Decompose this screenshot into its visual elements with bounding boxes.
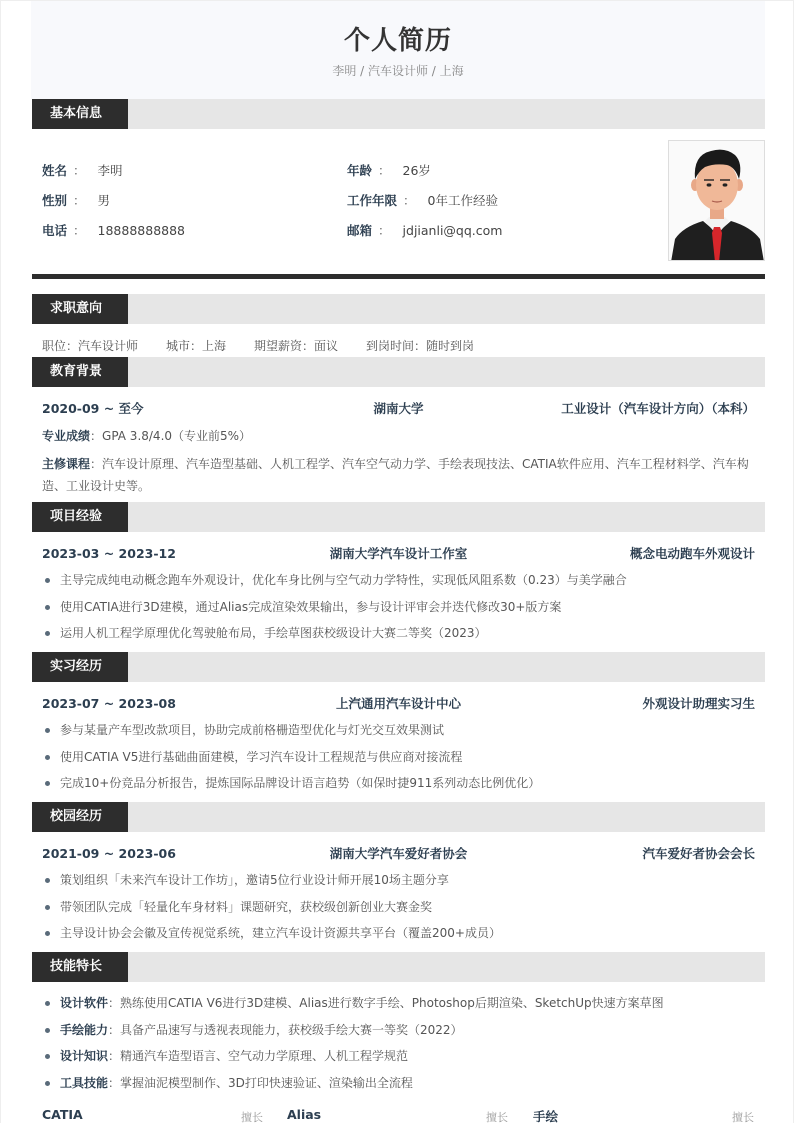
- education-school: 湖南大学: [373, 401, 424, 416]
- skill-label: 工具技能: [60, 1075, 109, 1090]
- skill-label: 设计软件: [60, 996, 109, 1010]
- section-title-job-intent: 求职意向: [32, 294, 128, 324]
- campus-bullets: [42, 867, 755, 947]
- info-value: 0年工作经验: [427, 193, 498, 208]
- skill-level-alias: Alias 擅长: [287, 1107, 508, 1123]
- list-item: 主导完成纯电动概念跑车外观设计，优化车身比例与空气动力学特性，实现低风阻系数（0.23）与美学融合: [42, 567, 755, 594]
- section-basic-info: [32, 99, 765, 129]
- page-subtitle: 李明 / 汽车设计师 / 上海: [332, 64, 464, 78]
- campus-role: 汽车爱好者协会会长: [642, 846, 755, 861]
- intent-arrival: 到岗时间：随时到岗: [366, 339, 475, 353]
- internship-bullets: [42, 717, 755, 797]
- intent-position: 职位：汽车设计师: [42, 339, 139, 353]
- education-major: 工业设计（汽车设计方向）（本科）: [561, 401, 755, 416]
- list-item: 使用CATIA进行3D建模，通过Alias完成渲染效果输出，参与设计评审会并迭代修改30+版方案: [42, 594, 755, 621]
- resume-header: [31, 1, 765, 99]
- job-intent-row: [42, 337, 502, 355]
- section-title-skills: 技能特长: [32, 952, 128, 982]
- section-title-projects: 项目经验: [32, 502, 128, 532]
- education-gpa: [42, 425, 755, 447]
- info-value: 26岁: [402, 163, 431, 178]
- person-portrait-icon: [669, 141, 765, 261]
- list-item: 参与某量产车型改款项目，协助完成前格栅造型优化与灯光交互效果测试: [42, 717, 755, 744]
- info-age: 年龄 ： 26岁: [347, 163, 431, 178]
- skill-label: 手绘能力: [60, 1022, 109, 1037]
- project-role: 概念电动跑车外观设计: [629, 546, 755, 561]
- list-item: 主导设计协会会徽及宣传视觉系统，建立汽车设计资源共享平台（覆盖200+成员）: [42, 920, 755, 947]
- internship-org: 上汽通用汽车设计中心: [335, 696, 461, 711]
- info-label: 工作年限: [347, 193, 398, 208]
- section-title-education: 教育背景: [32, 357, 128, 387]
- gpa-value: ：GPA 3.8/4.0（专业前5%）: [90, 429, 252, 443]
- internship-role: 外观设计助理实习生: [642, 696, 755, 711]
- project-org: 湖南大学汽车设计工作室: [329, 546, 468, 561]
- list-item: 策划组织「未来汽车设计工作坊」，邀请5位行业设计师开展10场主题分享: [42, 867, 755, 894]
- campus-org: 湖南大学汽车爱好者协会: [329, 846, 468, 861]
- skill-item: 设计软件：熟练使用CATIA V6进行3D建模、Alias进行数字手绘、Photoshop后期渲染、SketchUp快速方案草图: [42, 990, 755, 1017]
- list-item: 带领团队完成「轻量化车身材料」课题研究，获校级创新创业大赛金奖: [42, 894, 755, 921]
- info-name: 姓名 ： 李明: [42, 163, 123, 178]
- info-phone: 电话 ： 18888888888: [42, 223, 186, 238]
- list-item: 使用CATIA V5进行基础曲面建模，学习汽车设计工程规范与供应商对接流程: [42, 744, 755, 771]
- education-courses: [42, 453, 755, 497]
- info-work-years: 工作年限 ： 0年工作经验: [347, 193, 498, 208]
- skill-label: 设计知识: [60, 1049, 109, 1063]
- skill-item: 工具技能：掌握油泥模型制作、3D打印快速验证、渲染输出全流程: [42, 1070, 755, 1097]
- info-gender: 性别 ： 男: [42, 193, 111, 208]
- avatar-photo: [668, 140, 765, 261]
- page-title: 个人简历: [343, 26, 452, 56]
- section-projects: [32, 502, 765, 532]
- project-bullets: [42, 567, 755, 647]
- info-label: 邮箱: [347, 223, 373, 238]
- section-internship: [32, 652, 765, 682]
- info-label: 年龄: [347, 163, 373, 178]
- skills-bullets: [42, 990, 755, 1096]
- section-skills: [32, 952, 765, 982]
- skill-item: 手绘能力：具备产品速写与透视表现能力，获校级手绘大赛一等奖（2022）: [42, 1017, 755, 1044]
- section-title-basic-info: 基本信息: [32, 99, 128, 129]
- section-campus: [32, 802, 765, 832]
- intent-city: 城市：上海: [166, 339, 227, 353]
- intent-salary: 期望薪资：面议: [254, 339, 339, 353]
- courses-value: ：汽车设计原理、汽车造型基础、人机工程学、汽车空气动力学、手绘表现技法、CATIA软件应用、汽车工程材料学、汽车构造、工业设计史等。: [42, 457, 749, 493]
- skill-level-catia: CATIA 擅长: [42, 1107, 263, 1123]
- info-label: 姓名: [42, 163, 68, 178]
- education-period: 2020-09 ~ 至今: [42, 401, 144, 416]
- section-job-intent: [32, 294, 765, 324]
- info-value: 18888888888: [97, 223, 186, 238]
- campus-period: 2021-09 ~ 2023-06: [42, 846, 176, 861]
- section-title-internship: 实习经历: [32, 652, 128, 682]
- skill-levels: [42, 1107, 755, 1123]
- info-value: jdjianli@qq.com: [402, 223, 503, 238]
- info-label: 电话: [42, 223, 68, 238]
- info-email: 邮箱 ： jdjianli@qq.com: [347, 223, 503, 238]
- list-item: 完成10+份竞品分析报告，提炼国际品牌设计语言趋势（如保时捷911系列动态比例优化）: [42, 770, 755, 797]
- info-value: 李明: [97, 163, 123, 178]
- section-education: [32, 357, 765, 387]
- gpa-label: 专业成绩: [42, 429, 91, 443]
- internship-period: 2023-07 ~ 2023-08: [42, 696, 176, 711]
- section-title-campus: 校园经历: [32, 802, 128, 832]
- skill-item: 设计知识：精通汽车造型语言、空气动力学原理、人机工程学规范: [42, 1043, 755, 1070]
- skill-level-sketching: 手绘 擅长: [533, 1109, 754, 1123]
- info-value: 男: [97, 193, 111, 208]
- courses-label: 主修课程: [42, 457, 91, 471]
- project-period: 2023-03 ~ 2023-12: [42, 546, 176, 561]
- section-divider: [32, 274, 765, 279]
- info-label: 性别: [42, 193, 68, 208]
- list-item: 运用人机工程学原理优化驾驶舱布局，手绘草图获校级设计大赛二等奖（2023）: [42, 620, 755, 647]
